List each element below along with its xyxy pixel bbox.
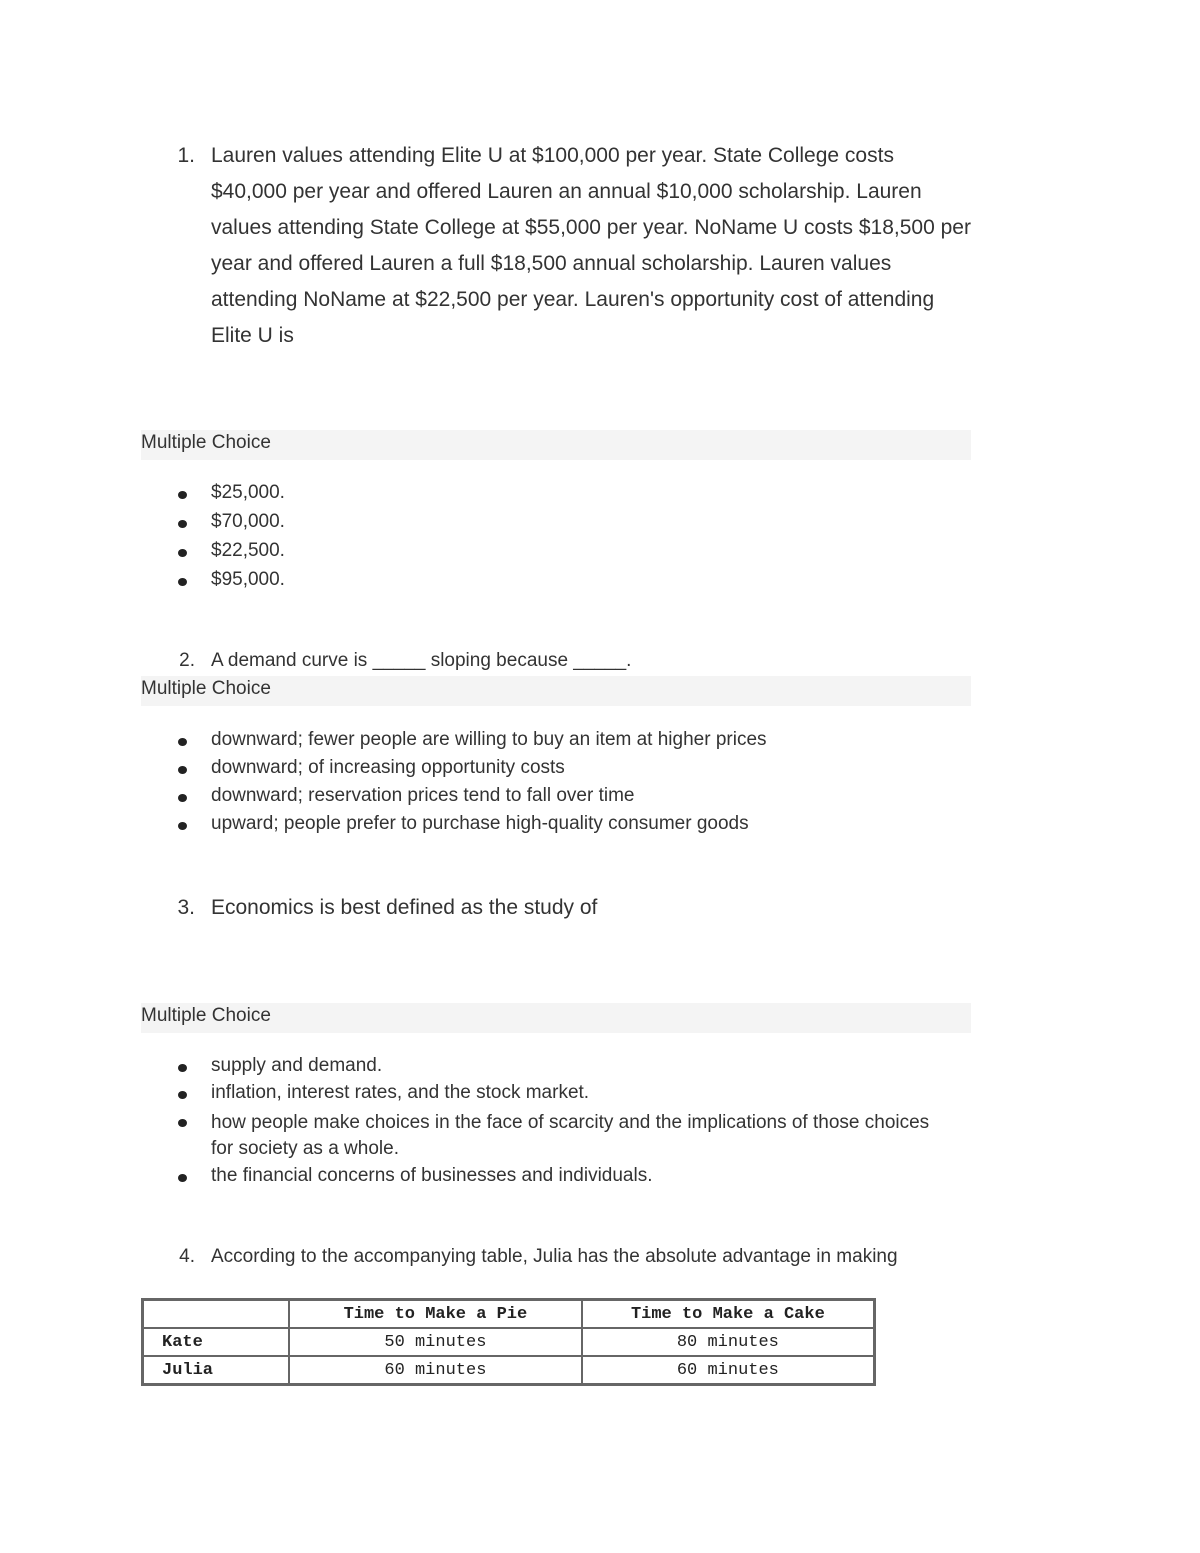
option-item[interactable] <box>0 1110 931 1165</box>
option-item[interactable] <box>0 1165 931 1193</box>
bullet-icon <box>178 520 187 528</box>
time-table <box>141 1298 876 1386</box>
option-item[interactable] <box>0 813 767 841</box>
option-label: how people make choices in the face of scarcity and the implications of those choices for society as a whole. <box>211 1112 930 1159</box>
option-item[interactable] <box>0 1082 931 1110</box>
option-label: $70,000. <box>211 511 285 532</box>
bullet-icon <box>178 1091 187 1099</box>
option-item[interactable] <box>0 729 767 757</box>
bullet-icon <box>178 491 187 499</box>
multiple-choice-label-1: Multiple Choice <box>141 430 971 460</box>
option-label: the financial concerns of businesses and individuals. <box>211 1165 653 1186</box>
question-1-options <box>0 482 285 598</box>
option-item[interactable] <box>0 757 767 785</box>
table-cell: 80 minutes <box>582 1328 875 1356</box>
table-cell: 50 minutes <box>289 1328 582 1356</box>
question-2-text: A demand curve is _____ sloping because _____. <box>211 650 632 671</box>
option-label: upward; people prefer to purchase high-quality consumer goods <box>211 813 749 834</box>
table-cell: 60 minutes <box>289 1356 582 1385</box>
option-item[interactable] <box>0 540 285 569</box>
table-row <box>143 1328 875 1356</box>
question-3-text: Economics is best defined as the study of <box>211 896 598 919</box>
option-item[interactable] <box>0 511 285 540</box>
option-item[interactable] <box>0 785 767 813</box>
bullet-icon <box>178 549 187 557</box>
option-label: $25,000. <box>211 482 285 503</box>
question-1-number: 1. <box>177 144 195 167</box>
option-label: $22,500. <box>211 540 285 561</box>
option-item[interactable] <box>0 1055 931 1082</box>
table-header-cell: Time to Make a Cake <box>582 1300 875 1329</box>
option-label: inflation, interest rates, and the stock market. <box>211 1082 590 1103</box>
bullet-icon <box>178 1119 187 1127</box>
question-3-number: 3. <box>177 896 195 919</box>
table-cell: 60 minutes <box>582 1356 875 1385</box>
bullet-icon <box>178 738 187 746</box>
option-label: downward; reservation prices tend to fall over time <box>211 785 635 806</box>
option-label: downward; of increasing opportunity costs <box>211 757 565 778</box>
bullet-icon <box>178 578 187 586</box>
multiple-choice-label-2: Multiple Choice <box>141 676 971 706</box>
option-item[interactable] <box>0 569 285 598</box>
question-1-text: Lauren values attending Elite U at $100,000 per year. State College costs $40,000 per year and offered Lauren an annual $10,000 scholarship. Lauren values attending State College at $55,000 per year. NoName U costs $18,500 per year and offered Lauren a full $18,500 annual scholarship. Lauren values attending NoName at $22,500 per year. Lauren's opportunity cost of attending Elite U is <box>211 144 971 347</box>
table-cell: Julia <box>143 1356 290 1385</box>
bullet-icon <box>178 766 187 774</box>
option-label: downward; fewer people are willing to buy an item at higher prices <box>211 729 767 750</box>
question-4-text: According to the accompanying table, Julia has the absolute advantage in making <box>211 1246 898 1267</box>
bullet-icon <box>178 822 187 830</box>
bullet-icon <box>178 1064 187 1072</box>
question-2-options <box>0 729 767 841</box>
bullet-icon <box>178 1174 187 1182</box>
table-header-cell <box>143 1300 290 1329</box>
multiple-choice-label-3: Multiple Choice <box>141 1003 971 1033</box>
table-cell: Kate <box>143 1328 290 1356</box>
option-label: $95,000. <box>211 569 285 590</box>
question-2-number: 2. <box>179 650 195 671</box>
table-row <box>143 1356 875 1385</box>
bullet-icon <box>178 794 187 802</box>
table-header-cell: Time to Make a Pie <box>289 1300 582 1329</box>
question-3-options <box>0 1055 931 1193</box>
table-header-row <box>143 1300 875 1329</box>
option-item[interactable] <box>0 482 285 511</box>
question-4-number: 4. <box>179 1246 195 1267</box>
option-label: supply and demand. <box>211 1055 383 1076</box>
